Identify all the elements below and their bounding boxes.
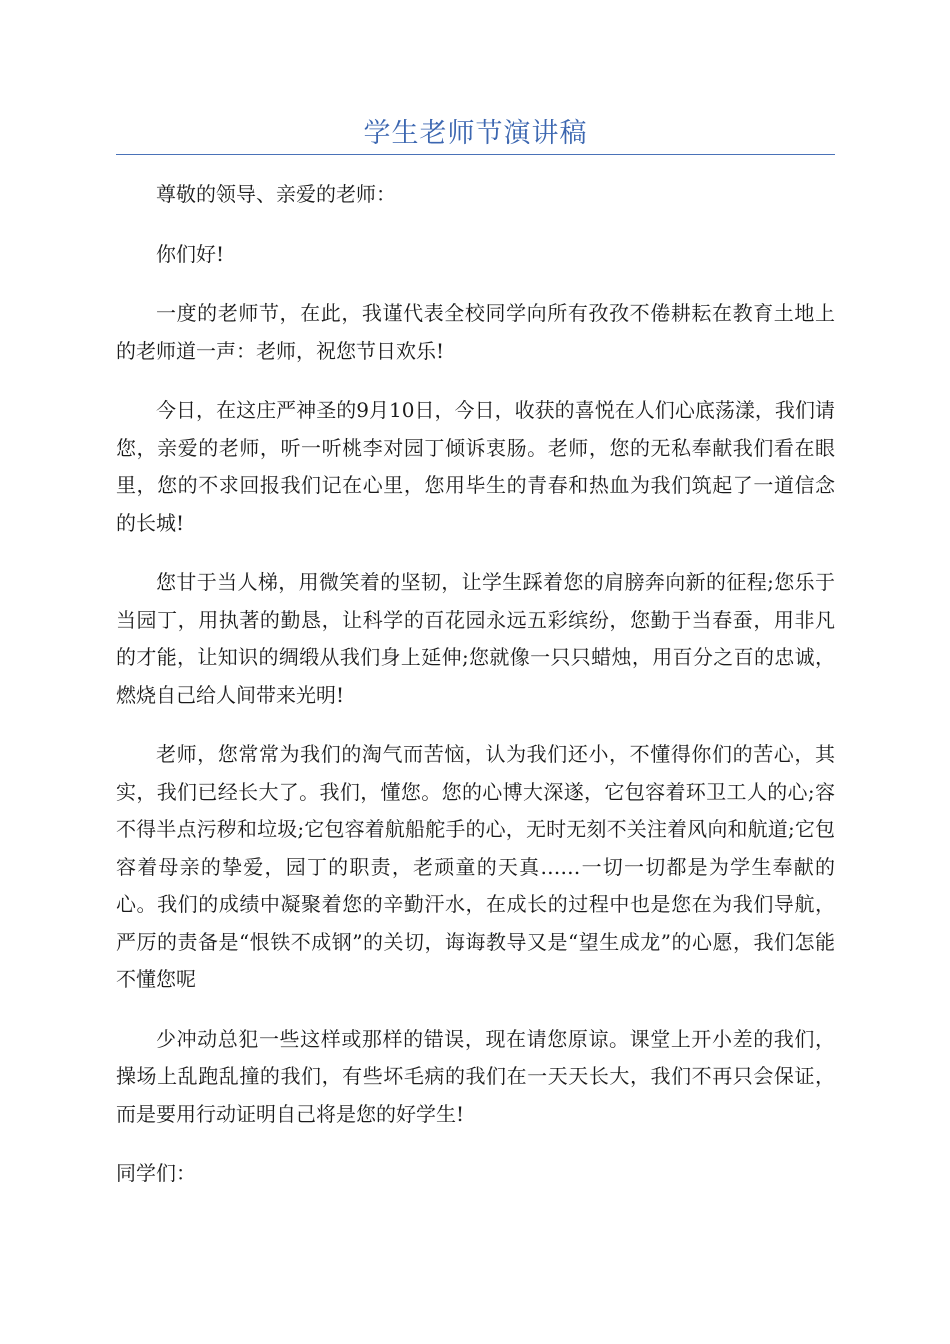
greeting: 你们好!	[156, 241, 225, 266]
paragraph-1: 一度的老师节，在此，我谨代表全校同学向所有孜孜不倦耕耘在教育土地上的老师道一声：老师，祝您节日欢乐!	[116, 301, 835, 363]
document-body	[116, 176, 835, 1215]
salutation: 尊敬的领导、亲爱的老师：	[156, 182, 396, 206]
closing-address: 同学们：	[116, 1161, 196, 1185]
document-title: 学生老师节演讲稿	[363, 118, 588, 149]
paragraph-2: 今日，在这庄严神圣的9月10日，今日，收获的喜悦在人们心底荡漾，我们请您，亲爱的老师，听一听桃李对园丁倾诉衷肠。老师，您的无私奉献我们看在眼里，您的不求回报我们记在心里，您用毕生的青春和热血为我们筑起了一道信念的长城!	[116, 398, 835, 535]
title-underline	[116, 154, 835, 155]
paragraph-4: 老师，您常常为我们的淘气而苦恼，认为我们还小，不懂得你们的苦心，其实，我们已经长大了。我们，懂您。您的心博大深遂，它包容着环卫工人的心;容不得半点污秽和垃圾;它包容着航船舵手的心，无时无刻不关注着风向和航道;它包容着母亲的挚爱，园丁的职责，老顽童的天真……一切一切都是为学生奉献的心。我们的成绩中凝聚着您的辛勤汗水，在成长的过程中也是您在为我们导航，严厉的责备是“恨铁不成钢”的关切，诲诲教导又是“望生成龙”的心愿，我们怎能不懂您呢	[116, 742, 835, 991]
paragraph-3: 您甘于当人梯，用微笑着的坚韧，让学生踩着您的肩膀奔向新的征程;您乐于当园丁，用执著的勤恳，让科学的百花园永远五彩缤纷，您勤于当春蚕，用非凡的才能，让知识的绸缎从我们身上延伸;您就像一只只蜡烛，用百分之百的忠诚，燃烧自己给人间带来光明!	[116, 570, 835, 707]
paragraph-5: 少冲动总犯一些这样或那样的错误，现在请您原谅。课堂上开小差的我们，操场上乱跑乱撞的我们，有些坏毛病的我们在一天天长大，我们不再只会保证，而是要用行动证明自己将是您的好学生!	[116, 1026, 835, 1126]
